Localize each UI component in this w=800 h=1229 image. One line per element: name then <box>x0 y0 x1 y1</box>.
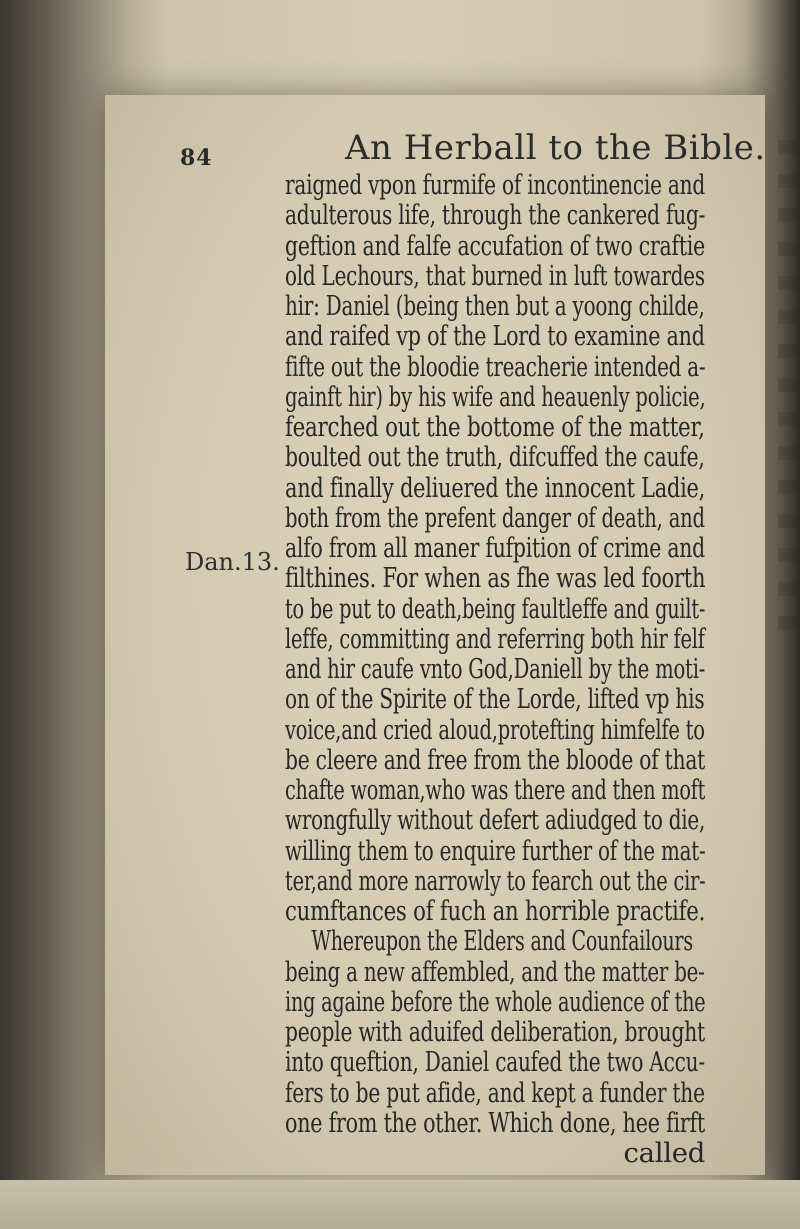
text-line: raigned vpon furmife of incontinencie and <box>285 169 706 201</box>
text-line: filthines. For when as fhe was led foorth <box>285 562 706 595</box>
text-line: fifte out the bloodie treacherie intended a- <box>285 350 706 383</box>
text-line: leffe, committing and referring both hir felf <box>285 622 705 655</box>
text-line: old Lechours, that burned in luft towardes <box>285 259 705 292</box>
text-line: alfo from all maner fufpition of crime and <box>285 532 705 564</box>
text-line: ing againe before the whole audience of the <box>285 985 706 1018</box>
running-head: An Herball to the Bible. <box>345 128 766 168</box>
text-line: cumftances of fuch an horrible practife. <box>285 895 706 927</box>
text-line: ter,and more narrowly to fearch out the cir- <box>285 864 706 897</box>
text-line: geftion and falfe accufation of two craftie <box>285 229 705 262</box>
text-line: fers to be put afide, and kept a funder the <box>285 1076 705 1109</box>
text-line: fearched out the bottome of the matter, <box>285 411 705 443</box>
text-line: wrongfully without defert adiudged to die, <box>285 804 706 837</box>
text-line: being a new affembled, and the matter be- <box>285 955 705 988</box>
text-line: and raifed vp of the Lord to examine and <box>285 320 705 353</box>
text-line: voice,and cried aloud,protefting himfelfe to <box>285 713 705 746</box>
text-line: adulterous life, through the cankered fug- <box>285 199 706 232</box>
text-line: both from the prefent danger of death, and <box>285 501 705 534</box>
catchword: called <box>623 1137 705 1169</box>
text-line: gainft hir) by his wife and heauenly policie, <box>285 380 706 413</box>
text-line: people with aduifed deliberation, brought <box>285 1016 705 1048</box>
facing-page-edge <box>778 140 798 640</box>
text-line: hir: Daniel (being then but a yoong childe, <box>285 290 705 322</box>
body-text <box>285 170 705 1168</box>
text-line: Whereupon the Elders and Counfailours <box>311 925 693 958</box>
text-line: one from the other. Which done, hee firft <box>285 1106 706 1139</box>
text-line: to be put to death,being faultleffe and guilt- <box>285 592 706 625</box>
text-line: willing them to enquire further of the mat- <box>285 834 706 867</box>
text-line: chafte woman,who was there and then moft <box>285 774 706 806</box>
page-number: 84 <box>180 145 213 171</box>
text-line: be cleere and free from the bloode of that <box>285 743 706 776</box>
text-line: on of the Spirite of the Lorde, lifted vp his <box>285 683 705 716</box>
margin-note: Dan.13. <box>185 548 280 576</box>
text-line: and finally deliuered the innocent Ladie, <box>285 471 706 504</box>
text-line: and hir caufe vnto God,Daniell by the moti- <box>285 653 706 685</box>
text-line: boulted out the truth, difcuffed the caufe, <box>285 441 705 474</box>
scan-bottom-strip <box>0 1180 800 1229</box>
text-line: into queftion, Daniel caufed the two Accu- <box>285 1046 705 1079</box>
